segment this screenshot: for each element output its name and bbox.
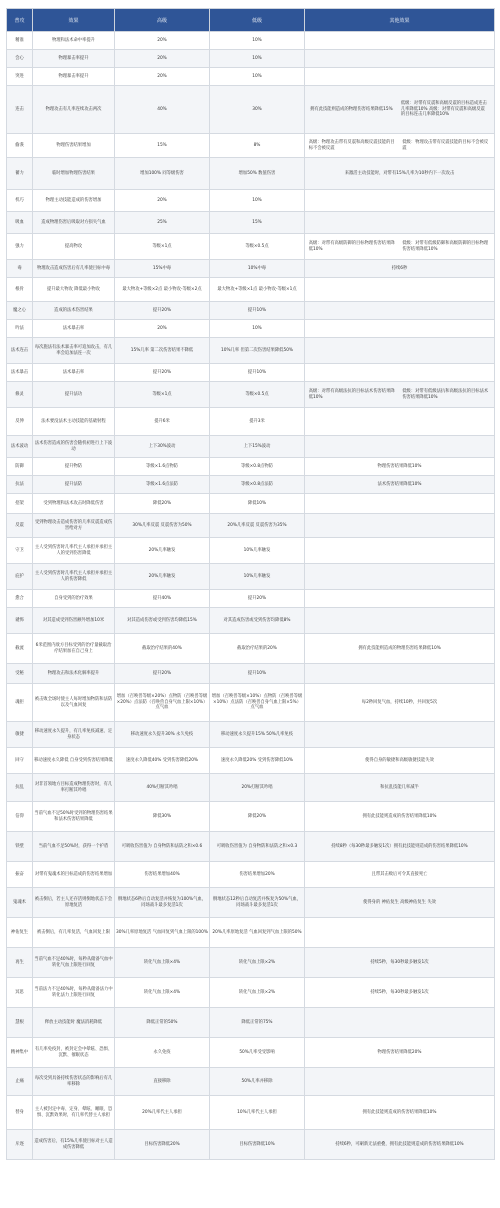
effect-cell: 被击倒后，有几率复活，气血回复上限 — [33, 918, 115, 948]
table-row — [7, 514, 495, 538]
effect-cell: 对带有鬼魂术的目标造成的伤害结果增加 — [33, 862, 115, 888]
table-row — [7, 832, 495, 862]
skill-name-cell: 强力 — [7, 234, 33, 260]
table-row — [7, 408, 495, 436]
high-level-cell: 20% — [115, 32, 210, 50]
table-row — [7, 774, 495, 802]
effect-cell: 6米范围内敌方目标受到的治疗量截取治疗结果加在自己身上 — [33, 634, 115, 664]
effect-cell: 当前气血不足40%时，每秒从储备气血中转化气血上限进行回复 — [33, 948, 115, 978]
table-row — [7, 1130, 495, 1160]
low-level-cell: 等级×0.5点 — [210, 382, 305, 408]
table-row — [7, 948, 495, 978]
table-row — [7, 134, 495, 158]
effect-cell: 提升最大物攻 降低最小物攻 — [33, 278, 115, 302]
other-effect-cell — [305, 664, 495, 684]
other-effect-text-2: 低级：对带有反震和高级反震的目标造成连击几率降低10% 高级：对带有反震和高级反震的目标连击几率降低10% — [400, 101, 487, 118]
skill-name-cell: 鬼魂术 — [7, 888, 33, 918]
low-level-cell: 最大物攻+等级×1点 最小物攻-等级×1点 — [210, 278, 305, 302]
skill-name-cell: 冥思 — [7, 978, 33, 1008]
other-effect-cell — [305, 590, 495, 608]
table-row — [7, 1068, 495, 1096]
effect-cell: 自身受到的治疗效果 — [33, 590, 115, 608]
table-row — [7, 634, 495, 664]
high-level-cell: 最大物攻+等级×2点 最小物攻-等级×2点 — [115, 278, 210, 302]
other-effect-cell — [305, 1008, 495, 1038]
effect-cell: 物理主动技能造成的伤害增加 — [33, 190, 115, 212]
low-level-cell: 20%几率反震 反震伤害为35% — [210, 514, 305, 538]
effect-cell: 受到物理和法术攻击时降低伤害 — [33, 494, 115, 514]
skill-name-cell: 替身 — [7, 1096, 33, 1130]
low-level-cell: 15% — [210, 212, 305, 234]
skill-name-cell: 蓄力 — [7, 158, 33, 190]
skill-name-cell: 吸血 — [7, 212, 33, 234]
effect-cell: 临时增加物理伤害结果 — [33, 158, 115, 190]
low-level-cell: 目标伤害降低10% — [210, 1130, 305, 1160]
low-level-cell: 可吸收伤害值为 自身物防和法防之和×0.3 — [210, 832, 305, 862]
skill-name-cell: 法术暴击 — [7, 364, 33, 382]
other-effect-cell — [305, 408, 495, 436]
high-level-cell: 等级×1.6点法防 — [115, 476, 210, 494]
other-effect-cell — [305, 190, 495, 212]
low-level-cell: 增加（召唤兽等级×10%）点物防（召唤兽等级×10%）点法防（召唤兽自身气血上限×5%）点气血 — [210, 684, 305, 722]
low-level-cell: 10%几率 但第二次伤害结果降低50% — [210, 338, 305, 364]
low-level-cell: 8% — [210, 134, 305, 158]
other-effect-cell — [305, 212, 495, 234]
high-level-cell: 40%打断其吟唱 — [115, 774, 210, 802]
low-level-cell: 10% — [210, 32, 305, 50]
table-row — [7, 364, 495, 382]
other-effect-cell — [305, 68, 495, 86]
other-effect-cell — [305, 436, 495, 458]
table-row — [7, 338, 495, 364]
table-row — [7, 722, 495, 748]
effect-cell: 造成的法术伤害结果 — [33, 302, 115, 320]
high-level-cell: 15%几率 第二次伤害结果不降低 — [115, 338, 210, 364]
low-level-cell: 倒地状态12秒后自动复活并恢复为50%气血，同场战斗最多复活1次 — [210, 888, 305, 918]
low-level-cell: 10% — [210, 190, 305, 212]
skill-name-cell: 守卫 — [7, 538, 33, 564]
effect-cell: 法术要没法术主动技能的基础射程 — [33, 408, 115, 436]
header-other: 其他效果 — [305, 9, 495, 32]
effect-cell: 物理攻击造成伤害后有几率使目标中毒 — [33, 260, 115, 278]
high-level-cell: 等级×1点 — [115, 234, 210, 260]
table-row — [7, 190, 495, 212]
low-level-cell: 速度永久降低20% 受到伤害降低10% — [210, 748, 305, 774]
high-level-cell: 15% — [115, 134, 210, 158]
table-row — [7, 260, 495, 278]
high-level-cell: 转化气血上限×4% — [115, 948, 210, 978]
other-effect-cell — [305, 364, 495, 382]
skill-name-cell: 偷袭 — [7, 134, 33, 158]
high-level-cell: 30%几率反震 反震伤害为50% — [115, 514, 210, 538]
high-level-cell: 速度永久降低40% 受到伤害降低20% — [115, 748, 210, 774]
other-effect-cell: 物理伤害结果降低20% — [305, 1038, 495, 1068]
low-level-cell: 10%几率代主人承担 — [210, 1096, 305, 1130]
other-effect-cell: 持续6秒，可刷新无法重叠，拥有此技能则造成的伤害结果降低10% — [305, 1130, 495, 1160]
high-level-cell: 20%几率触发 — [115, 564, 210, 590]
other-effect-cell: 持续5秒，每30秒最多触发1次 — [305, 978, 495, 1008]
low-level-cell: 提升20% — [210, 590, 305, 608]
other-effect-text-2: 低级：对带有低级法抗和高级法抗的目标法术伤害结果降低10% — [402, 389, 489, 400]
table-row — [7, 382, 495, 408]
effect-cell: 造成伤害后，有15%几率使目标对主人造成伤害降低 — [33, 1130, 115, 1160]
high-level-cell: 永久免疫 — [115, 1038, 210, 1068]
other-effect-text: 高级：对带有高级防御的目标物理伤害结果降低10% — [308, 241, 395, 252]
low-level-cell: 等级×0.8点物防 — [210, 458, 305, 476]
low-level-cell: 降低正常的75% — [210, 1008, 305, 1038]
header-effect: 效果 — [33, 9, 115, 32]
low-level-cell: 上下15%波动 — [210, 436, 305, 458]
skill-name-cell: 毒 — [7, 260, 33, 278]
skill-name-cell: 斥逐 — [7, 1130, 33, 1160]
skill-name-cell: 防御 — [7, 458, 33, 476]
skill-name-cell: 敏捷 — [7, 722, 33, 748]
skill-name-cell: 吟法 — [7, 320, 33, 338]
high-level-cell: 20% — [115, 320, 210, 338]
effect-cell: 主人被封定中毒、定身、晕眩、睡眠、恐惧、沉默效果时，有几率代替主人承担 — [33, 1096, 115, 1130]
high-level-cell: 转化气血上限×4% — [115, 978, 210, 1008]
effect-cell: 物理攻击有几率连续攻击两次 — [33, 86, 115, 134]
high-level-cell: 倒地状态6秒后自动复活并恢复为100%气血，同场战斗最多复活1次 — [115, 888, 210, 918]
table-row — [7, 302, 495, 320]
header-high: 高级 — [115, 9, 210, 32]
low-level-cell: 20%几率原地复活 气血回复到气血上限的50% — [210, 918, 305, 948]
low-level-cell: 对其造成伤害或受到伤害均降低8% — [210, 608, 305, 634]
skill-name-cell: 精准 — [7, 32, 33, 50]
effect-cell: 物理和法术命中率提升 — [33, 32, 115, 50]
low-level-cell: 10% — [210, 68, 305, 86]
effect-cell: 物理伤害结果增加 — [33, 134, 115, 158]
other-effect-cell — [305, 134, 495, 158]
table-row — [7, 538, 495, 564]
high-level-cell: 可吸收伤害值为 自身物防和法防之和×0.6 — [115, 832, 210, 862]
high-level-cell: 降低30% — [115, 802, 210, 832]
table-row — [7, 748, 495, 774]
skill-name-cell: 截流 — [7, 634, 33, 664]
other-effect-cell — [305, 918, 495, 948]
other-effect-cell: 拥有此技能则造成的伤害结果降低10% — [305, 802, 495, 832]
table-row — [7, 476, 495, 494]
table-row — [7, 802, 495, 832]
low-level-cell: 转化气血上限×2% — [210, 978, 305, 1008]
effect-cell: 法术暴击率 — [33, 320, 115, 338]
effect-cell: 提高物攻 — [33, 234, 115, 260]
skill-name-cell: 突进 — [7, 68, 33, 86]
skill-name-cell: 连击 — [7, 86, 33, 134]
table-row — [7, 234, 495, 260]
low-level-cell: 转化气血上限×2% — [210, 948, 305, 978]
effect-cell: 物理暴击率提升 — [33, 50, 115, 68]
low-level-cell: 提升10% — [210, 664, 305, 684]
other-effect-cell — [305, 338, 495, 364]
other-effect-cell — [305, 564, 495, 590]
effect-cell: 当前法力不足40%时，每秒从储备法力中转化法力上限进行回复 — [33, 978, 115, 1008]
other-effect-cell — [305, 234, 495, 260]
effect-cell: 对非首领地方目标造成物理伤害时，有几率打断其吟唱 — [33, 774, 115, 802]
skill-name-cell: 谴怖 — [7, 608, 33, 634]
low-level-cell: 截取治疗结果的20% — [210, 634, 305, 664]
skill-name-cell: 抗乱 — [7, 774, 33, 802]
other-effect-cell — [305, 722, 495, 748]
skill-name-cell: 振奋 — [7, 862, 33, 888]
skill-name-cell: 信仰 — [7, 802, 33, 832]
skill-name-cell: 法术波动 — [7, 436, 33, 458]
effect-cell: 每次受到具备持续伤害状态的影响后有几率移除 — [33, 1068, 115, 1096]
table-row — [7, 32, 495, 50]
low-level-cell: 50%几率并移除 — [210, 1068, 305, 1096]
table-row — [7, 564, 495, 590]
other-effect-cell — [305, 494, 495, 514]
table-row — [7, 684, 495, 722]
high-level-cell: 20% — [115, 190, 210, 212]
high-level-cell: 15%中毒 — [115, 260, 210, 278]
other-effect-cell — [305, 538, 495, 564]
high-level-cell: 伤害结果增加40% — [115, 862, 210, 888]
high-level-cell: 25% — [115, 212, 210, 234]
effect-cell: 物理攻击和法术化解率提升 — [33, 664, 115, 684]
table-row — [7, 978, 495, 1008]
high-level-cell: 提升20% — [115, 364, 210, 382]
high-level-cell: 降低20% — [115, 494, 210, 514]
other-effect-text-2: 低级：物理攻击带有反震技能的目标不会被反震 — [402, 140, 489, 151]
effect-cell: 提升法功 — [33, 382, 115, 408]
other-effect-cell: 持续8秒（每30秒最多触发1次）拥有此技能则造成的伤害结果降低10% — [305, 832, 495, 862]
high-level-cell: 提升20% — [115, 302, 210, 320]
high-level-cell: 等级×1.6点物防 — [115, 458, 210, 476]
skill-table-container — [6, 0, 494, 1160]
table-row — [7, 212, 495, 234]
other-effect-cell: 拥有此技能则造成的伤害结果降低10% — [305, 1096, 495, 1130]
other-effect-cell: 持续5秒，每30秒最多触发1次 — [305, 948, 495, 978]
low-level-cell: 10%几率触发 — [210, 564, 305, 590]
other-effect-cell — [305, 86, 495, 134]
other-effect-cell: 和抗乱技能几率减半 — [305, 774, 495, 802]
effect-cell: 被击败全场时使主人每时增加物防和法防以及气血回复 — [33, 684, 115, 722]
high-level-cell: 上下30%波动 — [115, 436, 210, 458]
effect-cell: 被击倒后，若主人还存活则倒地状态下会原地复活 — [33, 888, 115, 918]
skill-name-cell: 反伸 — [7, 408, 33, 436]
high-level-cell: 直接移除 — [115, 1068, 210, 1096]
low-level-cell: 降低20% — [210, 802, 305, 832]
table-row — [7, 664, 495, 684]
effect-cell: 释放主动技能时 魔法消耗降低 — [33, 1008, 115, 1038]
effect-cell: 对其造成受到伤害额外增加10米 — [33, 608, 115, 634]
other-effect-cell: 且带其击败后可令其直接死亡 — [305, 862, 495, 888]
effect-cell: 造成物理伤害后吸取对方损失气血 — [33, 212, 115, 234]
skill-name-cell: 精神集中 — [7, 1038, 33, 1068]
low-level-cell: 降低10% — [210, 494, 305, 514]
high-level-cell: 20% — [115, 50, 210, 68]
other-effect-cell — [305, 1068, 495, 1096]
high-level-cell: 移动速度永久提升30% 永久免疫 — [115, 722, 210, 748]
effect-cell: 移动速度永久降低 自身受到伤害结果降低 — [33, 748, 115, 774]
effect-cell: 主人受到伤害时几率代主人承担并承担主人的伤害降低 — [33, 564, 115, 590]
effect-cell: 当前气血不足50%时，获得一个护盾 — [33, 832, 115, 862]
header-skill: 普攻 — [7, 9, 33, 32]
skill-name-cell: 慧根 — [7, 1008, 33, 1038]
skill-name-cell: 受秘 — [7, 664, 33, 684]
skill-name-cell: 招架 — [7, 494, 33, 514]
table-row — [7, 918, 495, 948]
table-row — [7, 1008, 495, 1038]
effect-cell: 当前气血不足50%时受到的物理伤害结果和法术伤害结果降低 — [33, 802, 115, 832]
high-level-cell: 截取治疗结果的40% — [115, 634, 210, 664]
high-level-cell: 提升6米 — [115, 408, 210, 436]
table-row — [7, 590, 495, 608]
other-effect-cell — [305, 514, 495, 538]
effect-cell: 移动速度永久提升，有几率免疫减速、定身状态 — [33, 722, 115, 748]
other-effect-cell: 使得自身的敏捷和高级敏捷技能失效 — [305, 748, 495, 774]
other-effect-cell: 拥有此技能则造成的物理伤害结果降低10% — [305, 634, 495, 664]
table-row — [7, 436, 495, 458]
skill-name-cell: 根骨 — [7, 278, 33, 302]
table-row — [7, 1038, 495, 1068]
skill-name-cell: 止痛 — [7, 1068, 33, 1096]
table-row — [7, 494, 495, 514]
table-row — [7, 862, 495, 888]
low-level-cell: 30% — [210, 86, 305, 134]
low-level-cell: 移动速度永久提升15% 50%几率免疫 — [210, 722, 305, 748]
skill-name-cell: 魔之心 — [7, 302, 33, 320]
low-level-cell: 10%中毒 — [210, 260, 305, 278]
other-effect-cell — [305, 320, 495, 338]
effect-cell: 法术伤害造成的伤害会随机初进行上下波动 — [33, 436, 115, 458]
high-level-cell: 20%几率触发 — [115, 538, 210, 564]
table-body — [7, 32, 495, 1160]
other-effect-text: 高级：物理攻击带有反震和高级反震技能的目标不会被反震 — [308, 140, 395, 151]
skill-name-cell: 修灵 — [7, 382, 33, 408]
other-effect-text: 拥有此技能则造成的物理伤害结果降低15% — [310, 106, 393, 112]
low-level-cell: 提升10% — [210, 364, 305, 382]
high-level-cell: 目标伤害降低20% — [115, 1130, 210, 1160]
other-effect-cell: 每2秒回复气血，持续10秒，共回复5次 — [305, 684, 495, 722]
other-effect-cell: 法术伤害结果降低10% — [305, 476, 495, 494]
effect-cell: 法术暴击率 — [33, 364, 115, 382]
skill-name-cell: 回守 — [7, 748, 33, 774]
other-effect-text: 高级：对带有高级法抗的目标法术伤害结果降低10% — [308, 389, 395, 400]
high-level-cell: 提升20% — [115, 664, 210, 684]
skill-table — [6, 8, 495, 1160]
high-level-cell: 增加100% 同等级伤害 — [115, 158, 210, 190]
other-effect-cell — [305, 50, 495, 68]
low-level-cell: 提升3米 — [210, 408, 305, 436]
skill-name-cell: 魂拒 — [7, 684, 33, 722]
skill-name-cell: 机巧 — [7, 190, 33, 212]
other-effect-text-2: 低级：对带有低级防御和高级防御的目标物理伤害结果降低10% — [402, 241, 489, 252]
other-effect-cell: 物理伤害结果降低10% — [305, 458, 495, 476]
skill-name-cell: 庇护 — [7, 564, 33, 590]
low-level-cell: 20%打断其吟唱 — [210, 774, 305, 802]
effect-cell: 主人受到伤害时几率代主人承担并承担主人的受到伤害降低 — [33, 538, 115, 564]
table-row — [7, 68, 495, 86]
low-level-cell: 等级×0.8点法防 — [210, 476, 305, 494]
low-level-cell: 伤害结果增加20% — [210, 862, 305, 888]
high-level-cell: 20%几率代主人承担 — [115, 1096, 210, 1130]
table-row — [7, 458, 495, 476]
low-level-cell: 等级×0.5点 — [210, 234, 305, 260]
high-level-cell: 20% — [115, 68, 210, 86]
high-level-cell: 提升40% — [115, 590, 210, 608]
other-effect-cell — [305, 608, 495, 634]
other-effect-cell — [305, 32, 495, 50]
header-low: 低级 — [210, 9, 305, 32]
effect-cell: 物理暴击率提升 — [33, 68, 115, 86]
table-header — [7, 9, 495, 32]
skill-name-cell: 会心 — [7, 50, 33, 68]
effect-cell: 受到物理攻击造成伤害的几率反震造成伤害给对方 — [33, 514, 115, 538]
high-level-cell: 40% — [115, 86, 210, 134]
table-row — [7, 278, 495, 302]
other-effect-cell — [305, 302, 495, 320]
low-level-cell: 增加50% 数值伤害 — [210, 158, 305, 190]
skill-name-cell: 法术连击 — [7, 338, 33, 364]
table-row — [7, 608, 495, 634]
high-level-cell: 30%几率原地复活 气血回复到气血上限的100% — [115, 918, 210, 948]
table-row — [7, 86, 495, 134]
skill-name-cell: 铁壁 — [7, 832, 33, 862]
high-level-cell: 对其造成伤害或受到伤害均降低15% — [115, 608, 210, 634]
high-level-cell: 降低正常的50% — [115, 1008, 210, 1038]
high-level-cell: 等级×1点 — [115, 382, 210, 408]
table-row — [7, 888, 495, 918]
other-effect-cell: 持续6秒 — [305, 260, 495, 278]
table-row — [7, 1096, 495, 1130]
table-row — [7, 158, 495, 190]
effect-cell: 有几率免疫封，被封定会中晕眩、恐惧、沉默、催眠状态 — [33, 1038, 115, 1068]
high-level-cell: 增加（召唤兽等级×20%）点物防（召唤兽等级×20%）点法防（召唤兽自身气血上限×10%）点气血 — [115, 684, 210, 722]
skill-name-cell: 反震 — [7, 514, 33, 538]
other-effect-cell: 使得身的 神佑复生 高级神佑复生 失效 — [305, 888, 495, 918]
other-effect-cell — [305, 278, 495, 302]
low-level-cell: 50%几率受受影响 — [210, 1038, 305, 1068]
low-level-cell: 10% — [210, 50, 305, 68]
low-level-cell: 10% — [210, 320, 305, 338]
low-level-cell: 10%几率触发 — [210, 538, 305, 564]
skill-name-cell: 再生 — [7, 948, 33, 978]
effect-cell: 提升法防 — [33, 476, 115, 494]
skill-name-cell: 愈合 — [7, 590, 33, 608]
low-level-cell: 提升10% — [210, 302, 305, 320]
table-row — [7, 320, 495, 338]
table-row — [7, 50, 495, 68]
skill-name-cell: 神佑复生 — [7, 918, 33, 948]
effect-cell: 提升物防 — [33, 458, 115, 476]
skill-name-cell: 抗法 — [7, 476, 33, 494]
other-effect-cell — [305, 382, 495, 408]
effect-cell: 每次施法有法术暴击率可追加攻击，有几率会追加法连一次 — [33, 338, 115, 364]
other-effect-cell: 来激活主动技能时，对带有15%几率为10秒内下一次攻击 — [305, 158, 495, 190]
